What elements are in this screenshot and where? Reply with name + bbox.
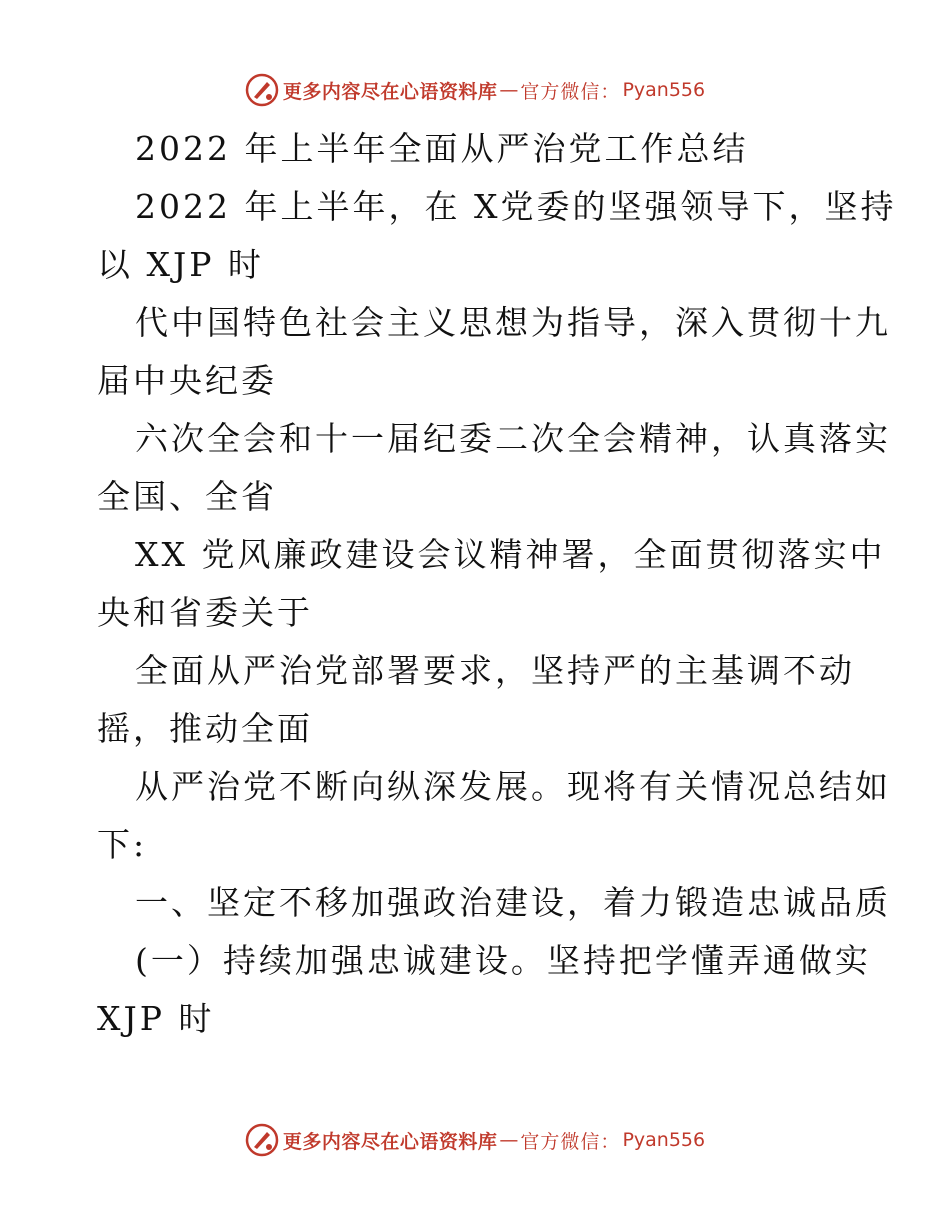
watermark-text: 更多内容尽在心语资料库 [282, 1130, 498, 1153]
watermark-text: 更多内容尽在心语资料库 [282, 80, 498, 103]
paragraph-line: 届中央纪委 [97, 361, 277, 400]
footer-watermark [0, 1120, 950, 1160]
paragraph-line: XX 党风廉政建设会议精神署，全面贯彻落实中 [135, 535, 886, 574]
watermark-id: Pyan556 [622, 79, 706, 101]
watermark-id: Pyan556 [622, 1129, 706, 1151]
paragraph-line: 以 XJP 时 [97, 245, 264, 284]
paragraph-line: XJP 时 [97, 999, 215, 1038]
paragraph-line: 全面从严治党部署要求，坚持严的主基调不动 [135, 651, 855, 690]
section-heading: 一、坚定不移加强政治建设，着力锻造忠诚品质 [135, 883, 891, 922]
watermark-dash: — [499, 1129, 519, 1151]
document-title: 2022 年上半年全面从严治党工作总结 [135, 129, 749, 168]
paragraph-line: 代中国特色社会主义思想为指导，深入贯彻十九 [135, 303, 891, 342]
watermark-label: 官方微信： [520, 80, 621, 103]
watermark-dash: — [499, 79, 519, 101]
header-watermark [0, 70, 950, 110]
paragraph-line: 2022 年上半年，在 X党委的坚强领导下，坚持 [135, 187, 897, 226]
document-body [97, 120, 897, 1048]
paragraph-line: 全国、全省 [97, 477, 277, 516]
logo-icon [245, 1123, 279, 1157]
paragraph-line: 摇，推动全面 [97, 709, 313, 748]
watermark-label: 官方微信： [520, 1130, 621, 1153]
paragraph-line: 央和省委关于 [97, 593, 313, 632]
paragraph-line: 六次全会和十一届纪委二次全会精神，认真落实 [135, 419, 891, 458]
paragraph-line: 下: [97, 825, 148, 864]
paragraph-line: (一）持续加强忠诚建设。坚持把学懂弄通做实 [135, 941, 871, 980]
logo-icon [245, 73, 279, 107]
paragraph-line: 从严治党不断向纵深发展。现将有关情况总结如 [135, 767, 891, 806]
